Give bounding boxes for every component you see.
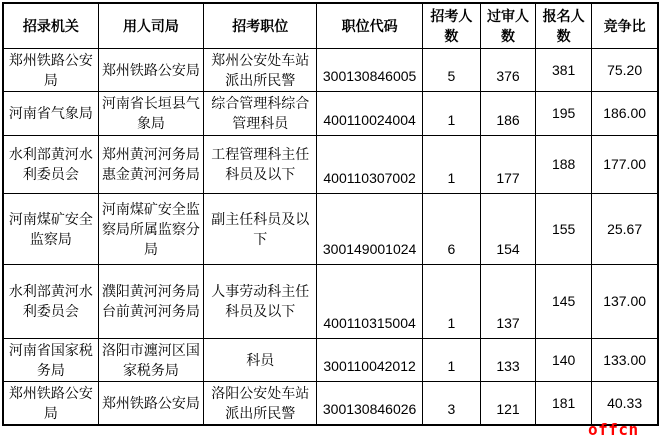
- table-cell: 5: [422, 48, 480, 91]
- column-header: 报名人数: [536, 3, 592, 48]
- table-cell: 376: [480, 48, 535, 91]
- table-cell: 洛阳公安处车站派出所民警: [204, 381, 317, 425]
- table-cell: 137.00: [592, 264, 658, 338]
- table-cell: 145: [536, 264, 592, 338]
- table-cell: 郑州铁路公安局: [3, 381, 98, 425]
- table-cell: 水利部黄河水利委员会: [3, 135, 98, 193]
- column-header: 招考职位: [204, 3, 317, 48]
- offcn-watermark: offcn: [588, 420, 639, 439]
- table-row: [3, 48, 658, 91]
- table-cell: 河南省气象局: [3, 91, 98, 135]
- table-cell: 郑州公安处车站派出所民警: [204, 48, 317, 91]
- table-cell: 195: [536, 91, 592, 135]
- table-cell: 1: [422, 338, 480, 381]
- table-cell: 186: [480, 91, 535, 135]
- table-cell: 1: [422, 135, 480, 193]
- table-cell: 郑州黄河河务局惠金黄河河务局: [98, 135, 203, 193]
- table-cell: 121: [480, 381, 535, 425]
- table-cell: 40.33: [592, 381, 658, 425]
- table-row: [3, 91, 658, 135]
- table-cell: 300110042012: [317, 338, 422, 381]
- table-cell: 科员: [204, 338, 317, 381]
- table-cell: 188: [536, 135, 592, 193]
- table-cell: 河南煤矿安全监察局: [3, 193, 98, 264]
- table-cell: 381: [536, 48, 592, 91]
- table-cell: 人事劳动科主任科员及以下: [204, 264, 317, 338]
- table-cell: 郑州铁路公安局: [98, 381, 203, 425]
- table-cell: 137: [480, 264, 535, 338]
- table-cell: 郑州铁路公安局: [98, 48, 203, 91]
- column-header: 过审人数: [480, 3, 535, 48]
- table-row: [3, 338, 658, 381]
- table-cell: 400110315004: [317, 264, 422, 338]
- header-row: [3, 3, 658, 48]
- table-cell: 综合管理科综合管理科员: [204, 91, 317, 135]
- table-cell: 186.00: [592, 91, 658, 135]
- table-cell: 400110307002: [317, 135, 422, 193]
- table-row: [3, 381, 658, 425]
- column-header: 用人司局: [98, 3, 203, 48]
- table-cell: 25.67: [592, 193, 658, 264]
- table-cell: 154: [480, 193, 535, 264]
- table-cell: 河南煤矿安全监察局所属监察分局: [98, 193, 203, 264]
- table-cell: 河南省国家税务局: [3, 338, 98, 381]
- column-header: 招录机关: [3, 3, 98, 48]
- table-cell: 副主任科员及以下: [204, 193, 317, 264]
- table-cell: 6: [422, 193, 480, 264]
- table-cell: 郑州铁路公安局: [3, 48, 98, 91]
- table-cell: 133.00: [592, 338, 658, 381]
- table-cell: 濮阳黄河河务局台前黄河河务局: [98, 264, 203, 338]
- table-cell: 河南省长垣县气象局: [98, 91, 203, 135]
- table-cell: 1: [422, 264, 480, 338]
- column-header: 招考人数: [422, 3, 480, 48]
- table-cell: 300130846005: [317, 48, 422, 91]
- table-cell: 洛阳市瀍河区国家税务局: [98, 338, 203, 381]
- table-cell: 水利部黄河水利委员会: [3, 264, 98, 338]
- table-cell: 400110024004: [317, 91, 422, 135]
- table-cell: 工程管理科主任科员及以下: [204, 135, 317, 193]
- table-cell: 177: [480, 135, 535, 193]
- table-cell: 181: [536, 381, 592, 425]
- table-cell: 300130846026: [317, 381, 422, 425]
- column-header: 职位代码: [317, 3, 422, 48]
- recruitment-stats-table: [2, 2, 659, 426]
- table-cell: 75.20: [592, 48, 658, 91]
- table-cell: 155: [536, 193, 592, 264]
- table-cell: 300149001024: [317, 193, 422, 264]
- table-row: [3, 193, 658, 264]
- table-body: [3, 48, 658, 425]
- table-cell: 1: [422, 91, 480, 135]
- table-cell: 177.00: [592, 135, 658, 193]
- table-cell: 3: [422, 381, 480, 425]
- table-cell: 140: [536, 338, 592, 381]
- table-row: [3, 135, 658, 193]
- table-row: [3, 264, 658, 338]
- column-header: 竞争比: [592, 3, 658, 48]
- table-cell: 133: [480, 338, 535, 381]
